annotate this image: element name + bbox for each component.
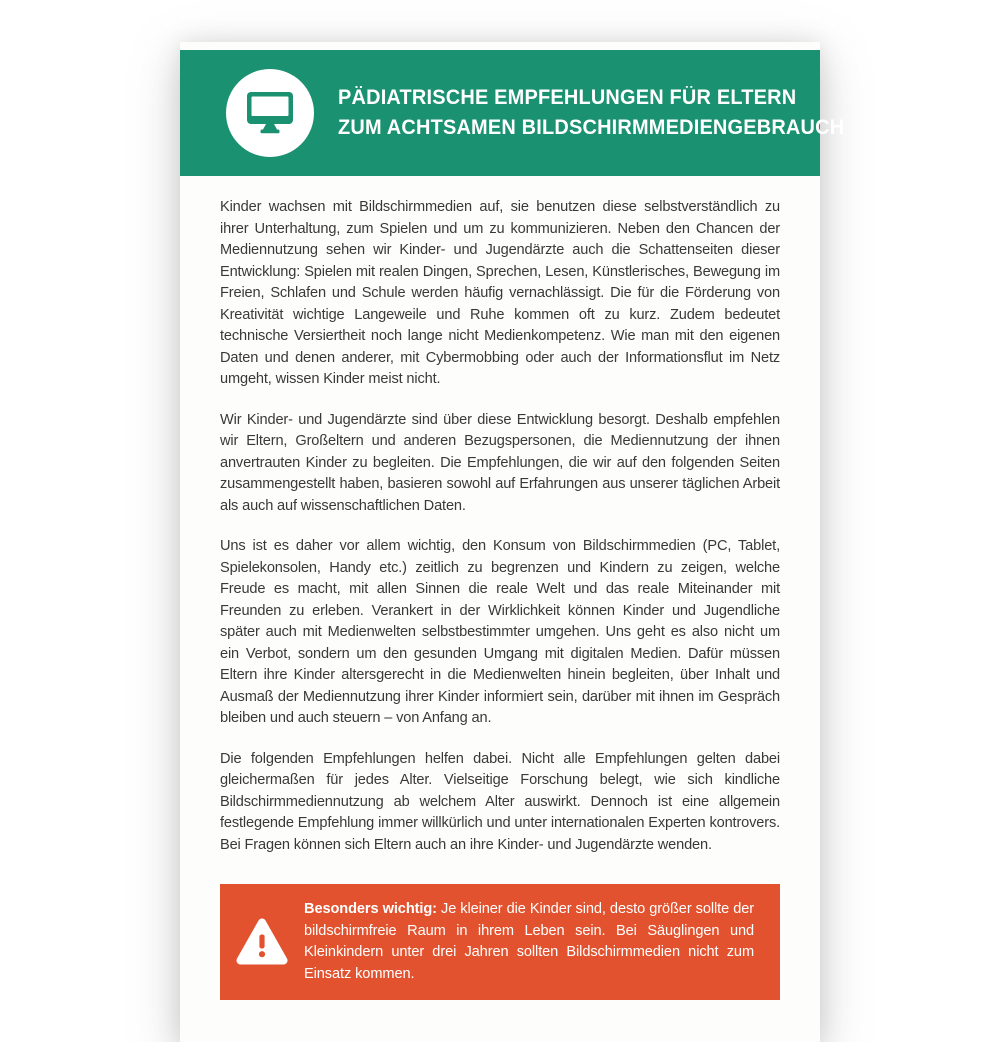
page-title-line2: ZUM ACHTSAMEN BILDSCHIRMMEDIENGEBRAUCH <box>338 116 845 139</box>
warning-label: Besonders wichtig: <box>304 901 437 917</box>
paragraph-concern: Wir Kinder- und Jugendärzte sind über diese Entwicklung besorgt. Deshalb empfehlen wir Eltern, Großeltern und anderen Bezugspersonen, die Mediennutzung der ihnen anvertrauten Kinder zu begleiten. Die Empfehlungen, die wir auf den folgenden Seiten zusammengestellt haben, basieren sowohl auf Erfahrungen aus unserer täglichen Arbeit als auch auf wissenschaftlichen Daten. <box>220 411 780 514</box>
paragraph-recommendations: Die folgenden Empfehlungen helfen dabei. Nicht alle Empfehlungen gelten dabei gleichermaßen für jedes Alter. Vielseitige Forschung belegt, wie sich kindliche Bildschirmmediennutzung ab welchem Alter auswirkt. Dennoch ist eine allgemein festlegende Empfehlung immer willkürlich und unter internationalen Experten kontrovers. Bei Fragen können sich Eltern auch an ihre Kinder- und Jugendärzte wenden. <box>220 750 780 853</box>
header-banner <box>180 50 845 176</box>
document-page <box>180 42 845 1042</box>
paragraph-goals: Uns ist es daher vor allem wichtig, den Konsum von Bildschirmmedien (PC, Tablet, Spielekonsolen, Handy etc.) zeitlich zu begrenzen und Kindern zu zeigen, welche Freude es macht, mit allen Sinnen die reale Welt und das reale Miteinander mit Freunden zu erleben. Verankert in der Wirklichkeit können Kinder und Jugendliche später auch mit Medienwelten selbstbestimmter umgehen. Uns geht es also nicht um ein Verbot, sondern um den gesunden Umgang mit digitalen Medien. Dafür müssen Eltern ihre Kinder altersgerecht in die Medienwelten hinein begleiten, über Inhalt und Ausmaß der Mediennutzung ihrer Kinder informiert sein, darüber mit ihnen im Gespräch bleiben und auch steuern – von Anfang an. <box>220 538 780 726</box>
warning-triangle-icon <box>220 918 304 966</box>
warning-box <box>220 884 780 1000</box>
monitor-icon <box>226 69 314 157</box>
page-title <box>338 83 844 143</box>
document-body <box>180 197 820 1042</box>
warning-body: Je kleiner die Kinder sind, desto größer sollte der bildschirmfreie Raum in ihrem Leben sein. Bei Säuglingen und Kleinkindern unter drei Jahren sollten Bildschirmmedien nicht zum Einsatz kommen. <box>304 901 754 982</box>
paragraph-intro: Kinder wachsen mit Bildschirmmedien auf, sie benutzen diese selbstverständlich zu ihrer Unterhaltung, zum Spielen und um zu kommunizieren. Neben den Chancen der Mediennutzung sehen wir Kinder- und Jugendärzte auch die Schattenseiten dieser Entwicklung: Spielen mit realen Dingen, Sprechen, Lesen, Künstlerisches, Bewegung im Freien, Schlafen und Schule werden häufig vernachlässigt. Die für die Förderung von Kreativität wichtige Langeweile und Ruhe kommen oft zu kurz. Zudem bedeutet technische Versiertheit noch lange nicht Medienkompetenz. Wie man mit den eigenen Daten und denen anderer, mit Cybermobbing oder auch der Informationsflut im Netz umgeht, wissen Kinder meist nicht. <box>220 199 780 387</box>
page-title-line1: PÄDIATRISCHE EMPFEHLUNGEN FÜR ELTERN <box>338 86 797 109</box>
warning-text <box>304 899 754 985</box>
